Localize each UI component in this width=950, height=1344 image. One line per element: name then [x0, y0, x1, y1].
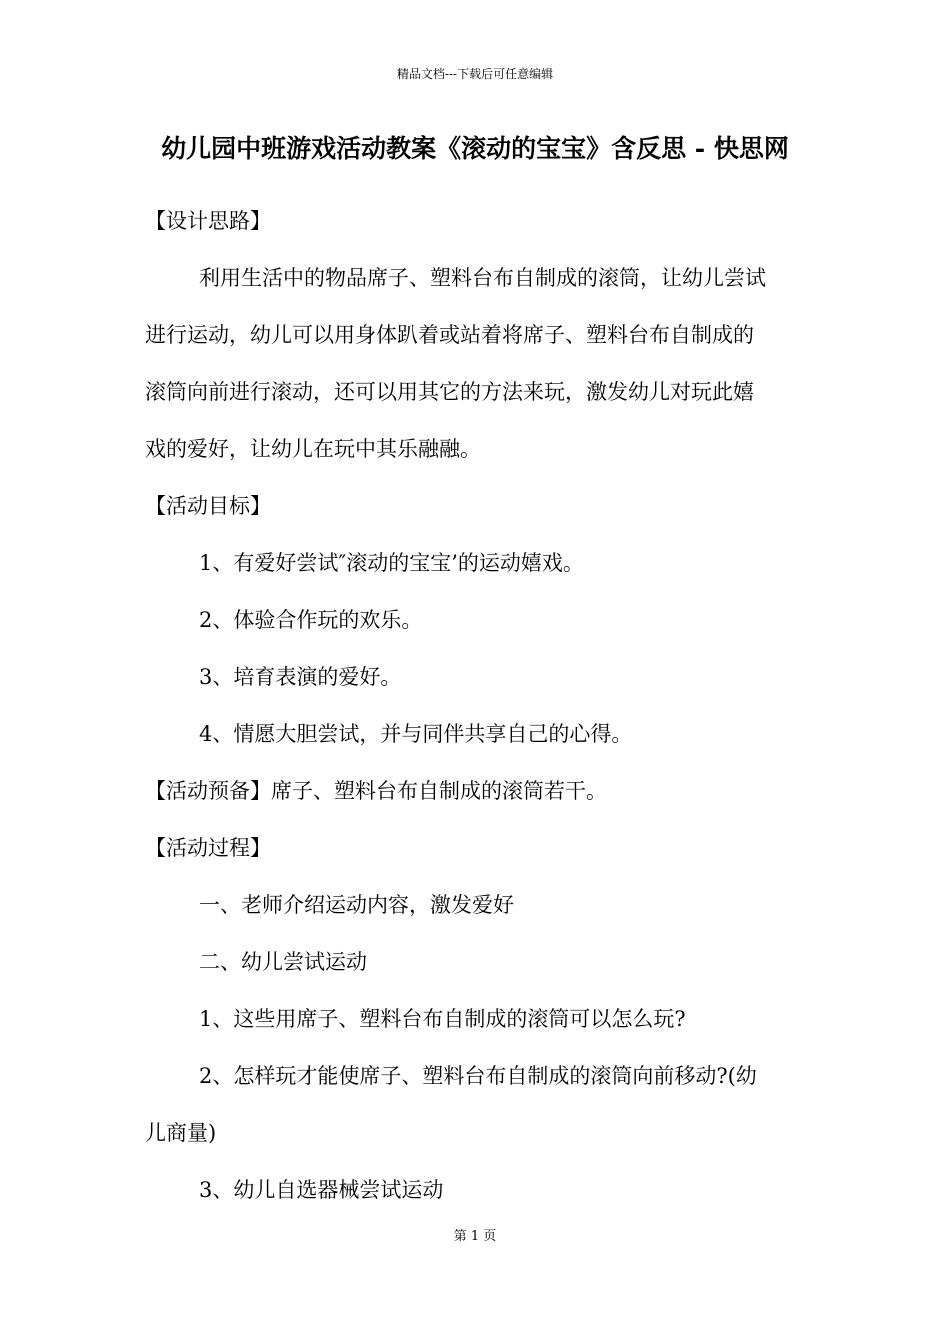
goal-item: 1、有爱好尝试″滚动的宝宝’的运动嬉戏。	[199, 551, 584, 575]
paragraph-line: 进行运动，幼儿可以用身体趴着或站着将席子、塑料台布自制成的	[145, 323, 754, 347]
page-header: 精品文档---下载后可任意编辑	[396, 67, 554, 81]
section-heading-process: 【活动过程】	[145, 836, 271, 860]
document-title: 幼儿园中班游戏活动教案《滚动的宝宝》含反思 - 快思网	[161, 134, 789, 163]
goal-item: 3、培育表演的爱好。	[199, 665, 402, 689]
goal-item: 4、情愿大胆尝试，并与同伴共享自己的心得。	[199, 722, 633, 746]
section-heading-design: 【设计思路】	[145, 209, 271, 233]
process-substep: 1、这些用席子、塑料台布自制成的滚筒可以怎么玩?	[199, 1007, 686, 1031]
process-step: 一、老师介绍运动内容，激发爱好	[199, 893, 514, 917]
process-step: 二、幼儿尝试运动	[199, 950, 367, 974]
process-substep-continued: 儿商量)	[145, 1121, 217, 1145]
goal-item: 2、体验合作玩的欢乐。	[199, 608, 423, 632]
section-heading-goals: 【活动目标】	[145, 494, 271, 518]
page-number: 第 1 页	[453, 1229, 497, 1244]
process-substep: 2、怎样玩才能使席子、塑料台布自制成的滚筒向前移动?(幼	[199, 1064, 757, 1088]
section-heading-preparation: 【活动预备】席子、塑料台布自制成的滚筒若干。	[145, 779, 607, 803]
paragraph-line: 利用生活中的物品席子、塑料台布自制成的滚筒，让幼儿尝试	[199, 266, 766, 290]
paragraph-line: 戏的爱好，让幼儿在玩中其乐融融。	[145, 437, 481, 461]
paragraph-line: 滚筒向前进行滚动，还可以用其它的方法来玩，激发幼儿对玩此嬉	[145, 380, 754, 404]
process-substep: 3、幼儿自选器械尝试运动	[199, 1178, 444, 1202]
